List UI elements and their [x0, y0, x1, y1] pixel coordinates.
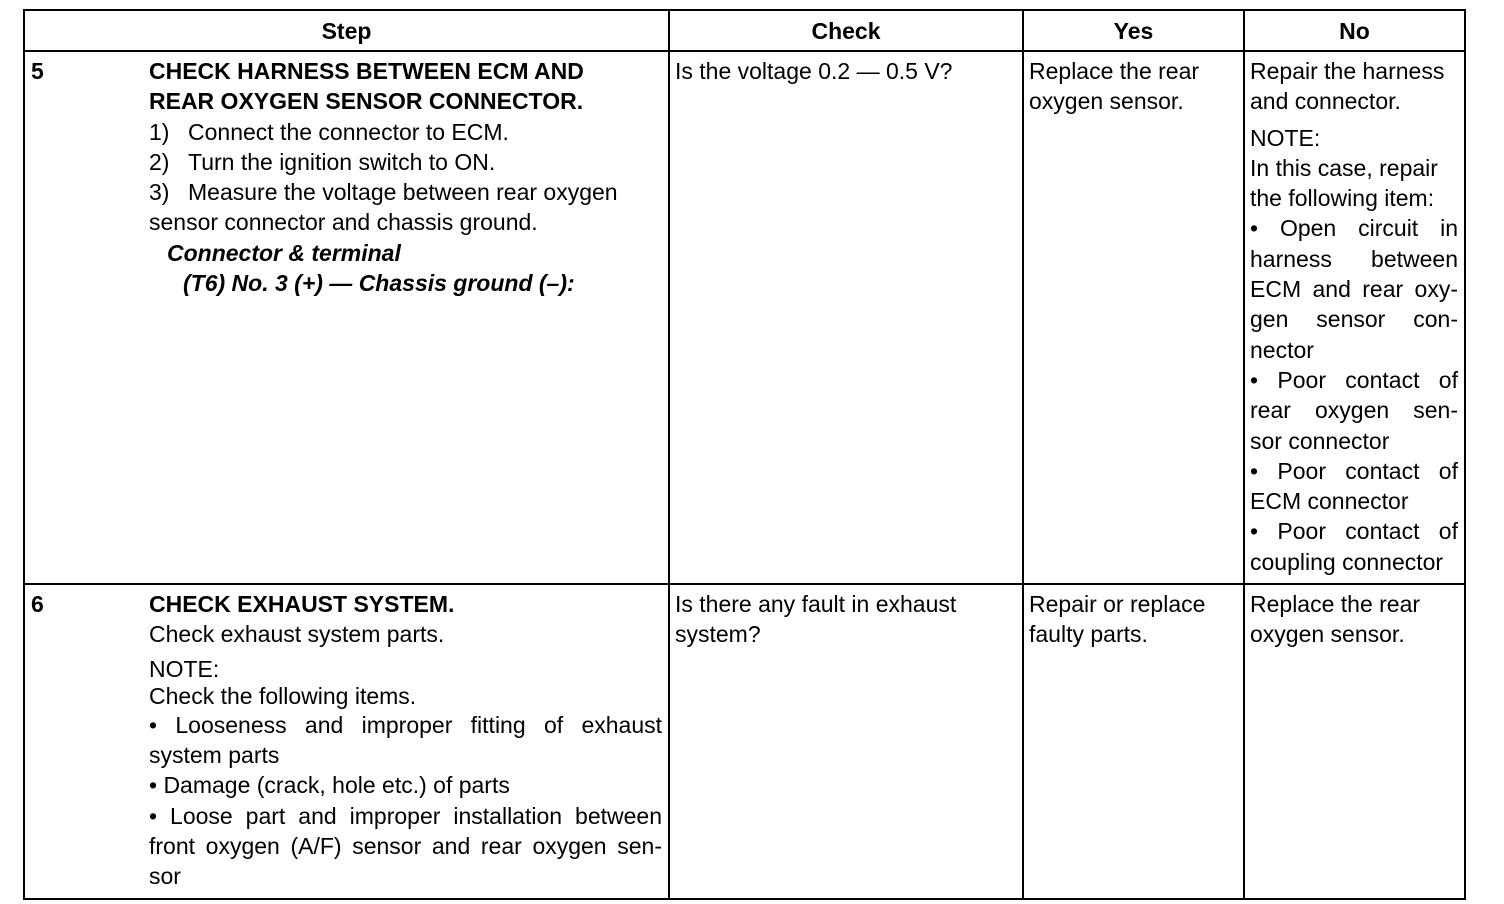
spec-label: Connector & terminal: [167, 239, 401, 266]
bullet-item: • Damage (crack, hole etc.) of parts: [149, 772, 510, 799]
header-yes: Yes: [1023, 10, 1244, 51]
list-item-continuation: sensor connector and chassis ground.: [149, 209, 538, 236]
list-item: 3) Measure the voltage between rear oxygen: [149, 179, 618, 206]
note-line: In this case, repair: [1250, 154, 1438, 181]
bullet-item: • Looseness and improper fitting of exhaust system parts: [149, 711, 662, 768]
bullet-item: • Loose part and improper installation between front oxygen (A/F) sensor and rear oxygen sen- sor: [149, 802, 662, 890]
spec-value: (T6) No. 3 (+) — Chassis ground (–):: [183, 270, 575, 297]
step-title-line1: CHECK HARNESS BETWEEN ECM AND: [149, 58, 584, 84]
header-check: Check: [669, 10, 1023, 51]
no-action-line1: Replace the rear: [1250, 591, 1421, 618]
diagnostic-table: [23, 9, 1466, 900]
yes-action-line2: faulty parts.: [1029, 621, 1148, 648]
no-action-line1: Repair the harness: [1250, 58, 1445, 84]
note-line: the following item:: [1250, 185, 1435, 212]
yes-action-line1: Replace the rear: [1029, 58, 1200, 84]
note-label: NOTE:: [149, 655, 220, 682]
bullet-item: • Open circuit in harness between ECM and rear oxy- gen sensor con- nector: [1250, 215, 1458, 363]
header-row: [24, 10, 1465, 51]
yes-cell-5: [1023, 51, 1244, 584]
table-row-step-5: [24, 51, 1465, 584]
no-action-line2: and connector.: [1250, 88, 1401, 115]
list-item: 2) Turn the ignition switch to ON.: [149, 148, 496, 175]
no-cell-5: [1244, 51, 1465, 584]
yes-cell-6: [1023, 584, 1244, 899]
step-instruction: Check exhaust system parts.: [149, 621, 445, 648]
check-question: Is the voltage 0.2 — 0.5 V?: [675, 58, 953, 84]
check-cell-6: [669, 584, 1023, 899]
header-no: No: [1244, 10, 1465, 51]
check-cell-5: [669, 51, 1023, 584]
yes-action-line1: Repair or replace: [1029, 591, 1206, 618]
check-question-line1: Is there any fault in exhaust: [675, 591, 957, 618]
no-cell-6: [1244, 584, 1465, 899]
no-action-line2: oxygen sensor.: [1250, 621, 1405, 648]
list-item: 1) Connect the connector to ECM.: [149, 118, 509, 145]
step-title-line2: REAR OXYGEN SENSOR CONNECTOR.: [149, 88, 584, 115]
step-number: 6: [31, 591, 44, 618]
step-number: 5: [31, 58, 44, 84]
yes-action-line2: oxygen sensor.: [1029, 88, 1184, 115]
note-label: NOTE:: [1250, 124, 1321, 151]
table-row-step-6: [24, 584, 1465, 899]
bullet-item: • Poor contact of coupling connector: [1250, 518, 1458, 575]
check-question-line2: system?: [675, 621, 761, 648]
bullet-item: • Poor contact of rear oxygen sen- sor connector: [1250, 366, 1458, 454]
step-title: CHECK EXHAUST SYSTEM.: [149, 591, 455, 618]
note-line: Check the following items.: [149, 682, 417, 709]
step-cell-6: [24, 584, 669, 899]
header-step: Step: [24, 10, 669, 51]
bullet-item: • Poor contact of ECM connector: [1250, 457, 1458, 515]
step-cell-5: [24, 51, 669, 584]
